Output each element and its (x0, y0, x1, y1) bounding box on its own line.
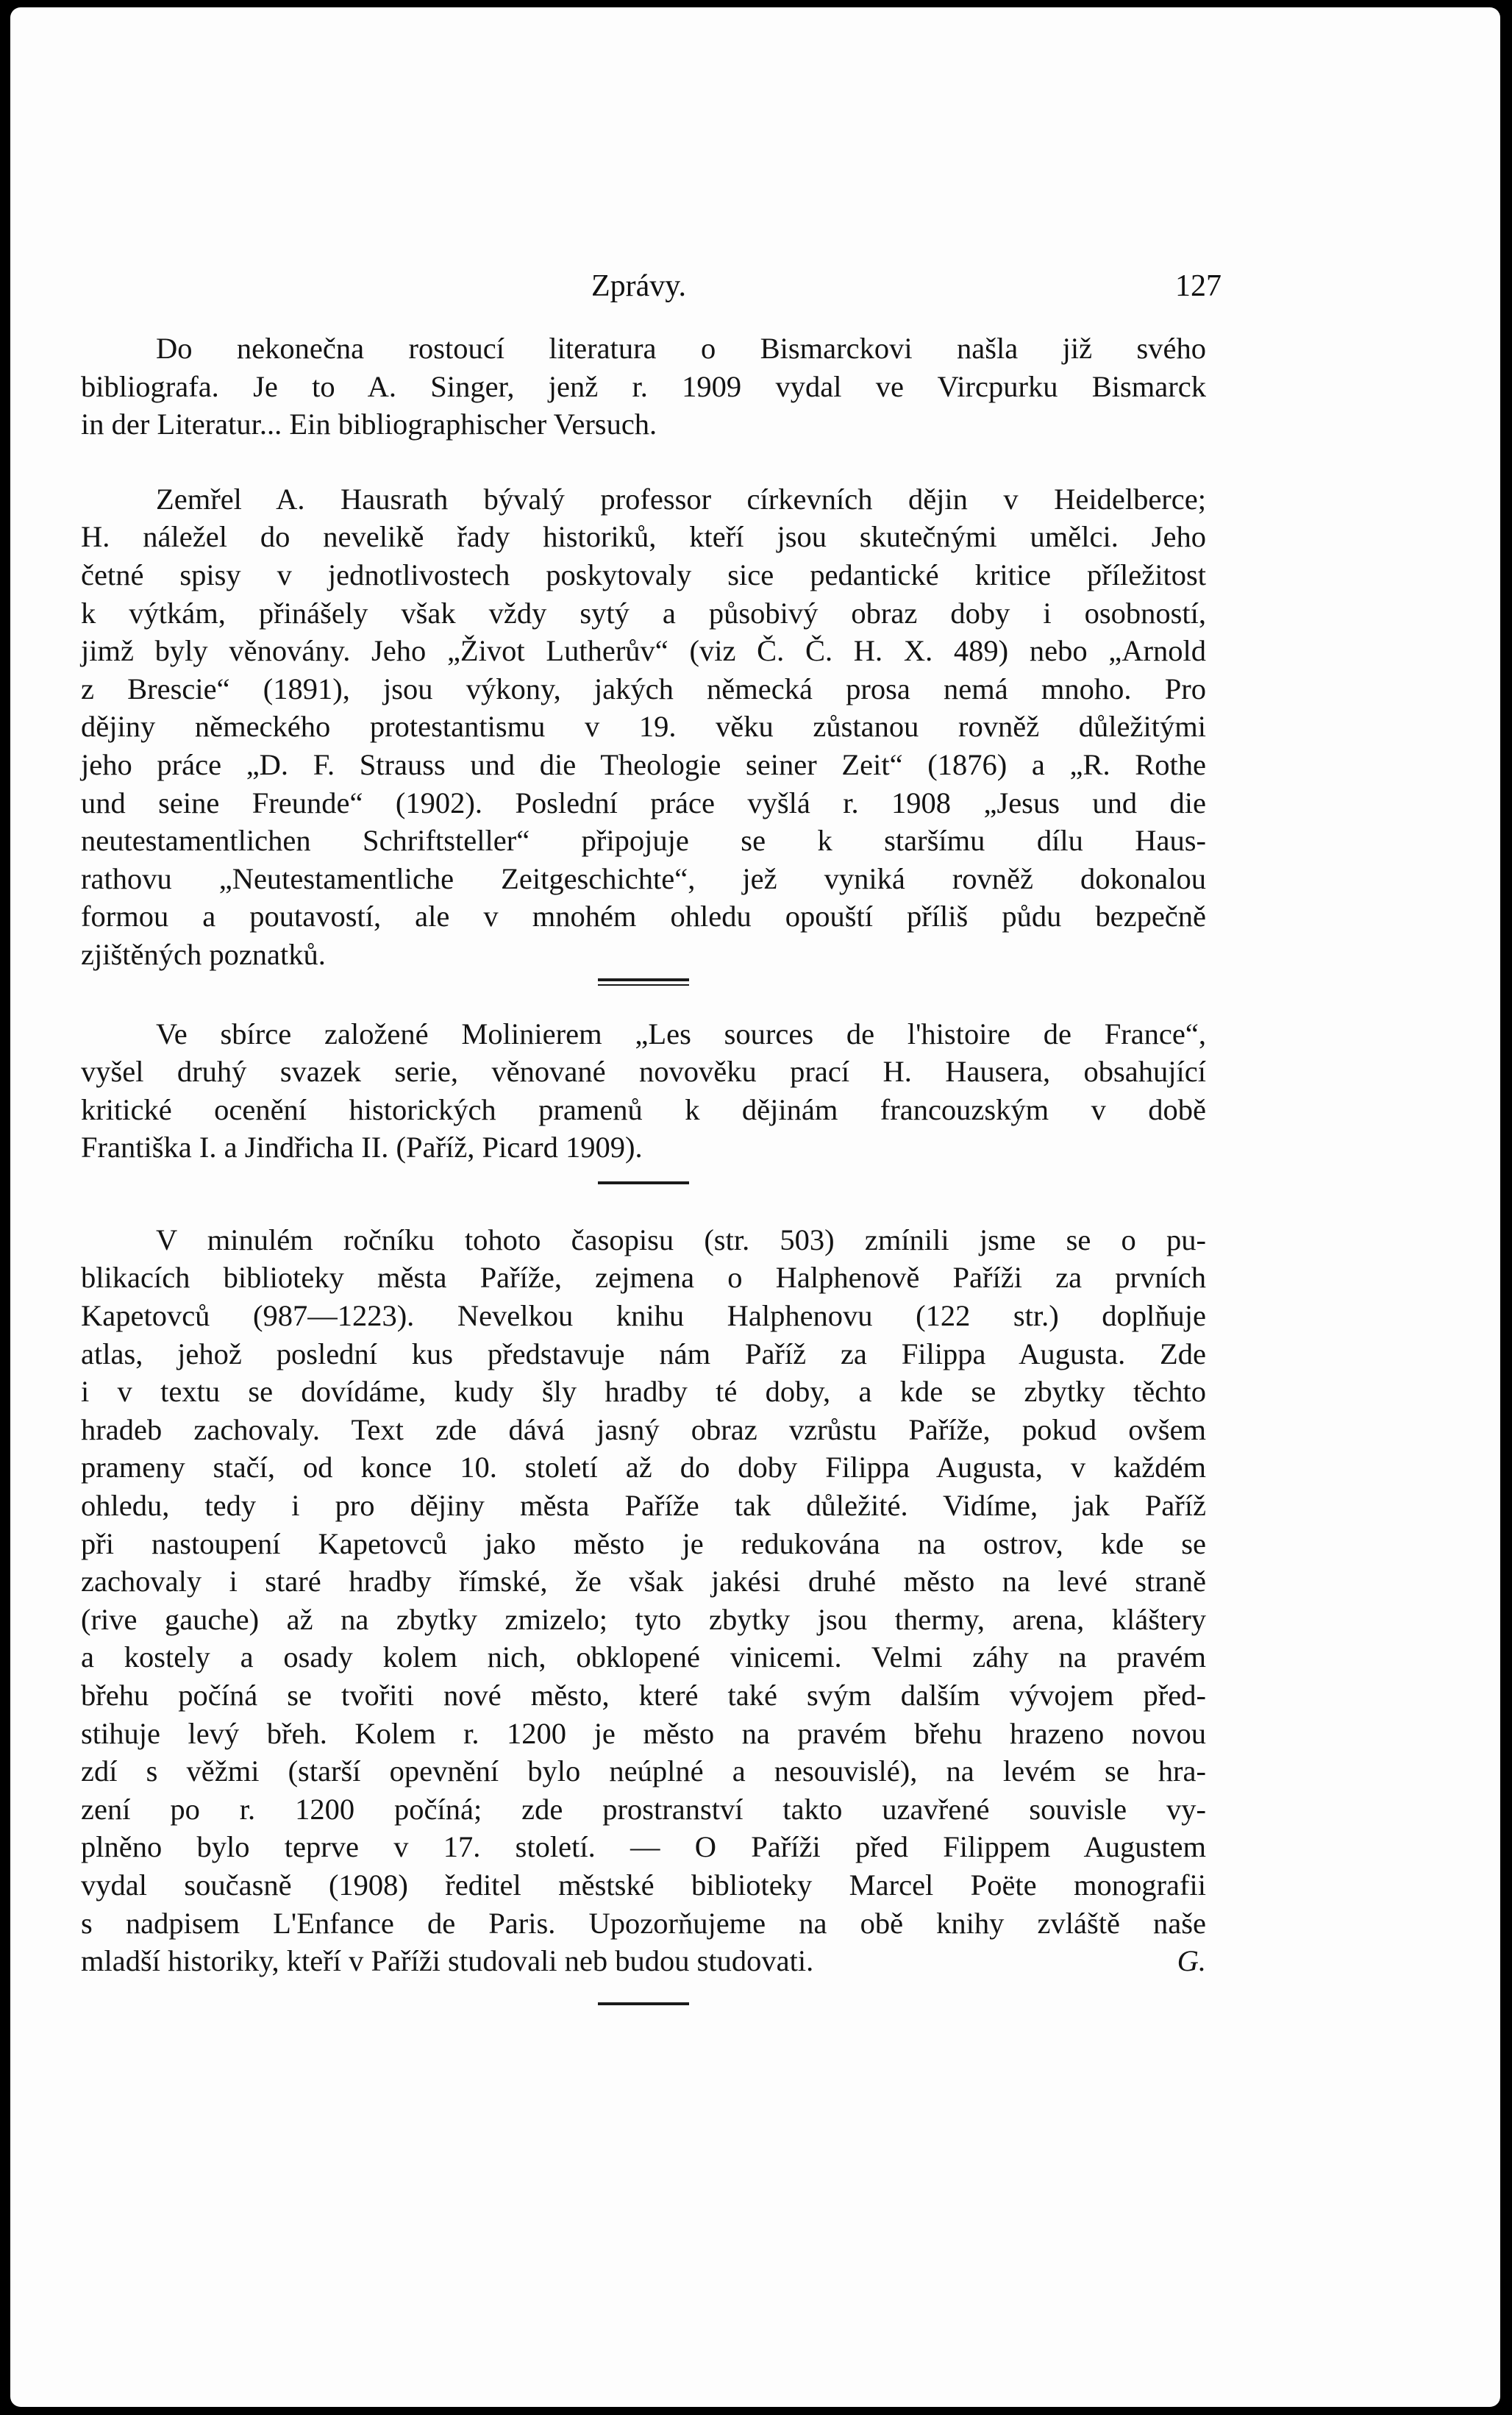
text-line: (rive gauche) až na zbytky zmizelo; tyto zbytky jsou thermy, arena, kláštery (81, 1602, 1206, 1636)
text-line: stihuje levý břeh. Kolem r. 1200 je město na pravém břehu hrazeno novou (81, 1716, 1206, 1750)
text-line: hradeb zachovaly. Text zde dává jasný obraz vzrůstu Paříže, pokud ovšem (81, 1412, 1206, 1446)
text-line: a kostely a osady kolem nich, obklopené vinicemi. Velmi záhy na pravém (81, 1640, 1206, 1674)
page-number: 127 (1175, 269, 1222, 303)
text-line: k výtkám, přinášely však vždy sytý a působivý obraz doby i osobností, (81, 596, 1206, 630)
text-line: Františka I. a Jindřicha II. (Paříž, Picard 1909). (81, 1131, 643, 1164)
text-line: plněno bylo teprve v 17. století. — O Paříži před Filippem Augustem (81, 1830, 1206, 1864)
text-line: zjištěných poznatků. (81, 937, 326, 971)
text-line (81, 1942, 1206, 1980)
text-line: vyšel druhý svazek serie, věnované novověku prací H. Hausera, obsahující (81, 1055, 1206, 1089)
page-header (10, 268, 1500, 313)
text-line: zdí s věžmi (starší opevnění bylo neúplné a nesouvislé), na levém se hra- (81, 1754, 1206, 1788)
text-line: zachovaly i staré hradby římské, že však jakési druhé město na levé straně (81, 1565, 1206, 1598)
article-body (81, 330, 1206, 2005)
text-line: bibliografa. Je to A. Singer, jenž r. 1909 vydal ve Vircpurku Bismarck (81, 369, 1206, 403)
paragraph-molinier (81, 1015, 1206, 1167)
running-title: Zprávy. (591, 269, 687, 303)
text-line: Kapetovců (987—1223). Nevelkou knihu Halphenovu (122 str.) doplňuje (81, 1299, 1206, 1333)
text-line: Zemřel A. Hausrath bývalý professor církevních dějin v Heidelberce; (156, 482, 1206, 516)
text-line-content: mladší historiky, kteří v Paříži studovali neb budou studovati. (81, 1944, 814, 1978)
text-line: und seine Freunde“ (1902). Poslední práce vyšlá r. 1908 „Jesus und die (81, 786, 1206, 819)
text-line: atlas, jehož poslední kus představuje nám Paříž za Filippa Augusta. Zde (81, 1337, 1206, 1370)
paragraph-paris (81, 1221, 1206, 1980)
text-line: Ve sbírce založené Molinierem „Les sources de l'histoire de France“, (156, 1017, 1206, 1050)
text-line: vydal současně (1908) ředitel městské biblioteky Marcel Poëte monografii (81, 1868, 1206, 1902)
text-line: neutestamentlichen Schriftsteller“ připojuje se k staršímu dílu Haus- (81, 824, 1206, 858)
text-line: kritické ocenění historických pramenů k dějinám francouzským v době (81, 1092, 1206, 1126)
section-divider (598, 2002, 689, 2005)
paragraph-bismarck (81, 330, 1206, 444)
text-line: dějiny německého protestantismu v 19. věku zůstanou rovněž důležitými (81, 710, 1206, 744)
text-line: při nastoupení Kapetovců jako město je redukována na ostrov, kde se (81, 1526, 1206, 1560)
text-line: ohledu, tedy i pro dějiny města Paříže tak důležité. Vidíme, jak Paříž (81, 1489, 1206, 1523)
paragraph-hausrath (81, 480, 1206, 974)
text-line: břehu počíná se tvořiti nové město, které také svým dalším vývojem před- (81, 1679, 1206, 1712)
section-divider (598, 978, 689, 986)
text-line: zení po r. 1200 počíná; zde prostranství takto uzavřené souvisle vy- (81, 1792, 1206, 1826)
text-line: s nadpisem L'Enfance de Paris. Upozorňujeme na obě knihy zvláště naše (81, 1906, 1206, 1940)
text-line: formou a poutavostí, ale v mnohém ohledu opouští příliš půdu bezpečně (81, 900, 1206, 933)
author-signature: G. (1177, 1944, 1206, 1978)
text-line: blikacích biblioteky města Paříže, zejmena o Halphenově Paříži za prvních (81, 1261, 1206, 1295)
text-line: prameny stačí, od konce 10. století až do doby Filippa Augusta, v každém (81, 1451, 1206, 1484)
text-line: jeho práce „D. F. Strauss und die Theologie seiner Zeit“ (1876) a „R. Rothe (81, 747, 1206, 781)
text-line: V minulém ročníku tohoto časopisu (str. 503) zmínili jsme se o pu- (156, 1223, 1206, 1256)
text-line: četné spisy v jednotlivostech poskytovaly sice pedantické kritice příležitost (81, 558, 1206, 591)
text-line: jimž byly věnovány. Jeho „Život Lutherův“ (viz Č. Č. H. X. 489) nebo „Arnold (81, 634, 1206, 668)
text-line: Do nekonečna rostoucí literatura o Bismarckovi našla již svého (156, 332, 1206, 365)
text-line: z Brescie“ (1891), jsou výkony, jakých německá prosa nemá mnoho. Pro (81, 672, 1206, 705)
text-line: rathovu „Neutestamentliche Zeitgeschichte“, jež vyniká rovněž dokonalou (81, 861, 1206, 895)
text-line: i v textu se dovídáme, kudy šly hradby té doby, a kde se zbytky těchto (81, 1375, 1206, 1409)
text-line: in der Literatur... Ein bibliographischer Versuch. (81, 408, 657, 441)
text-line: H. náležel do nevelikě řady historiků, kteří jsou skutečnými umělci. Jeho (81, 520, 1206, 554)
